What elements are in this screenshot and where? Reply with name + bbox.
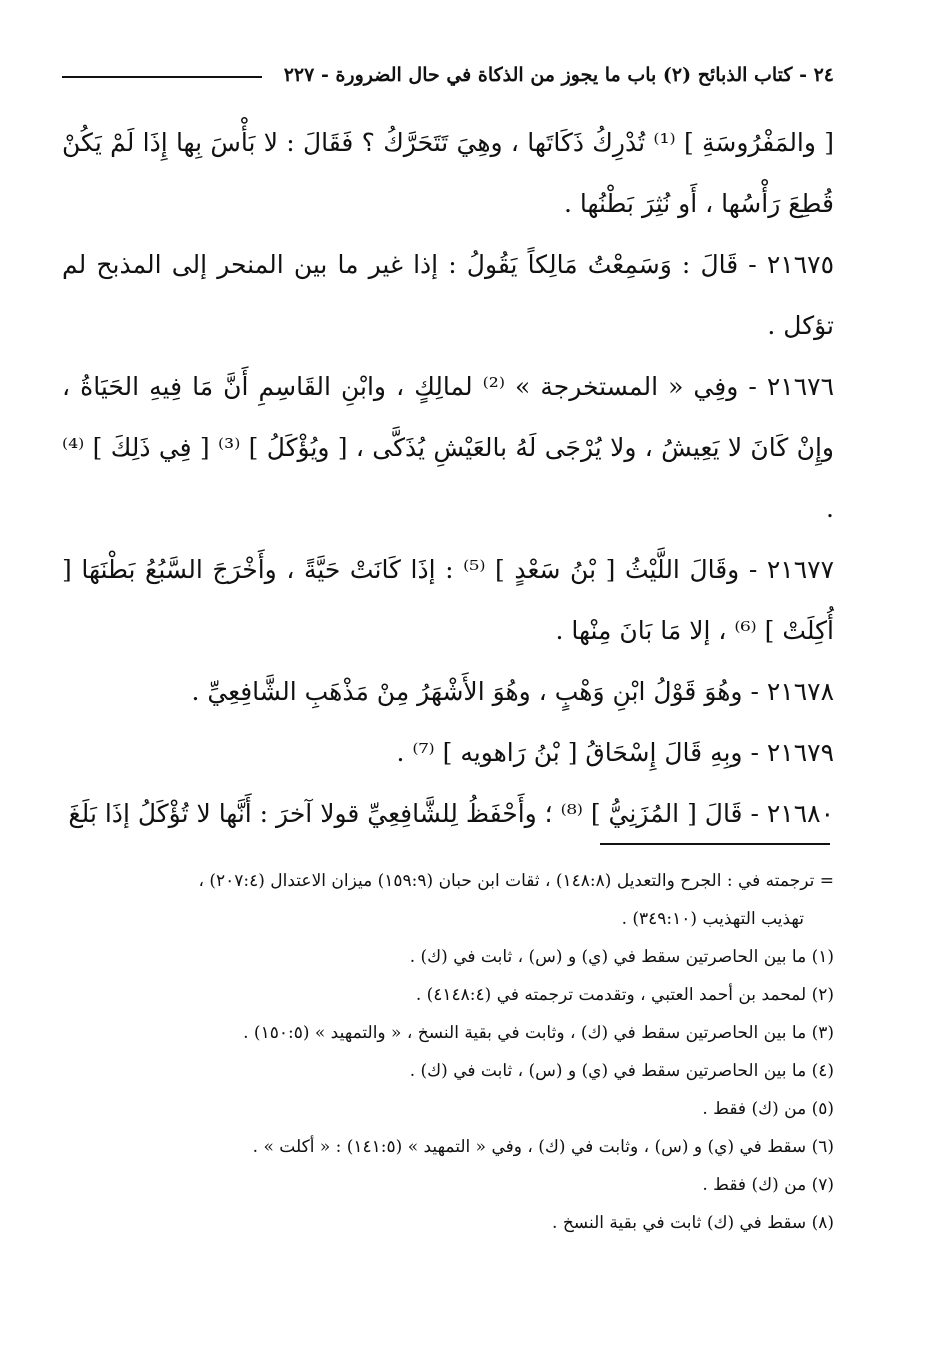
- paragraph-21678: [62, 661, 834, 722]
- paragraph-text: - قَالَ [ المُزَنِيُّ ] ⁽⁸⁾ ؛ وأَحْفَظُ لِلشَّافِعِيِّ قولا آخرَ : أَنَّها لا تُؤْكَلُ إذَا بَلَغَ: [68, 799, 759, 828]
- header-rule: [62, 76, 262, 78]
- footnote-continuation-line: تهذيب التهذيب (٣٤٩:١٠) .: [621, 909, 804, 929]
- footnote-8: (٨) سقط في (ك) ثابت في بقية النسخ .: [552, 1213, 834, 1233]
- footnote-7: (٧) من (ك) فقط .: [702, 1175, 834, 1195]
- footnote-4: (٤) ما بين الحاصرتين سقط في (ي) و (س) ، ثابت في (ك) .: [409, 1061, 834, 1081]
- paragraph-text: - قَالَ : وَسَمِعْتُ مَالِكاً يَقُولُ : إذا غير ما بين المنحر إلى المذبح لم تؤكل .: [62, 250, 834, 340]
- footnote-1: (١) ما بين الحاصرتين سقط في (ي) و (س) ، ثابت في (ك) .: [409, 947, 834, 967]
- main-text: [62, 112, 834, 844]
- footnote-6: (٦) سقط في (ي) و (س) ، وثابت في (ك) ، وفي « التمهيد » (١٤١:٥) : « أكلت » .: [252, 1137, 834, 1157]
- paragraph-text: - وهُوَ قَوْلُ ابْنِ وَهْبٍ ، وهُوَ الأَشْهَرُ مِنْ مَذْهَبِ الشَّافِعِيِّ .: [191, 677, 759, 706]
- footnote-separator: [600, 843, 830, 845]
- footnote-2: (٢) لمحمد بن أحمد العتبي ، وتقدمت ترجمته في (٤١٤٨:٤) .: [415, 985, 834, 1005]
- paragraph-number: ٢١٦٧٦: [766, 372, 834, 401]
- paragraph-number: ٢١٦٧٧: [766, 555, 834, 584]
- paragraph-number: ٢١٦٧٨: [766, 677, 834, 706]
- paragraph-21676: [62, 356, 834, 539]
- footnote-3: (٣) ما بين الحاصرتين سقط في (ك) ، وثابت في بقية النسخ ، « والتمهيد » (١٥٠:٥) .: [243, 1023, 834, 1043]
- paragraph-number: ٢١٦٧٥: [766, 250, 835, 279]
- paragraph-21675: [62, 234, 834, 356]
- paragraph-number: ٢١٦٨٠: [766, 799, 834, 828]
- paragraph-continuation: [ والمَفْرُوسَةِ ] ⁽¹⁾ تُدْرِكُ ذَكَاتَها ، وهِيَ تَتَحَرَّكُ ؟ فَقَالَ : لا بَأْسَ بِها إِذَا لَمْ يَكُنْ قُطِعَ رَأْسُها ، أَو نُثِرَ بَطْنُها .: [62, 128, 834, 218]
- paragraph-text: - وقَالَ اللَّيْثُ [ بْنُ سَعْدٍ ] ⁽⁵⁾ : إذَا كَانَتْ حَيَّةً ، وأَخْرَجَ السَّبُعُ بَطْنَهَا [ أُكِلَتْ ] ⁽⁶⁾ ، إلا مَا بَانَ مِنْها .: [62, 555, 834, 645]
- header-title: ٢٤ - كتاب الذبائح (٢) باب ما يجوز من الذكاة في حال الضرورة - ٢٢٧: [283, 64, 834, 86]
- paragraph-text: - وبِهِ قَالَ إِسْحَاقُ [ بْنُ رَاهويه ] ⁽⁷⁾ .: [396, 738, 759, 767]
- paragraph-21680: [62, 783, 834, 844]
- running-header: [62, 60, 834, 90]
- paragraph-21679: [62, 722, 834, 783]
- paragraph-number: ٢١٦٧٩: [766, 738, 834, 767]
- footnotes: [62, 862, 834, 1242]
- paragraph-text: - وفِي « المستخرجة » ⁽²⁾ لمالِكٍ ، وابْنِ القَاسِمِ أَنَّ مَا فِيهِ الحَيَاةُ ، وإِنْ كَانَ لا يَعِيشُ ، ولا يُرْجَى لَهُ بالعَيْشِ يُذَكَّى ، [ ويُؤْكَلُ ] ⁽³⁾ [ فِي ذَلِكَ ] ⁽⁴⁾ .: [62, 372, 834, 523]
- paragraph-21677: [62, 539, 834, 661]
- footnote-continuation: = ترجمته في : الجرح والتعديل (١٤٨:٨) ، ثقات ابن حبان (١٥٩:٩) ميزان الاعتدال (٢٠٧:٤) ،: [198, 871, 834, 891]
- footnote-5: (٥) من (ك) فقط .: [702, 1099, 834, 1119]
